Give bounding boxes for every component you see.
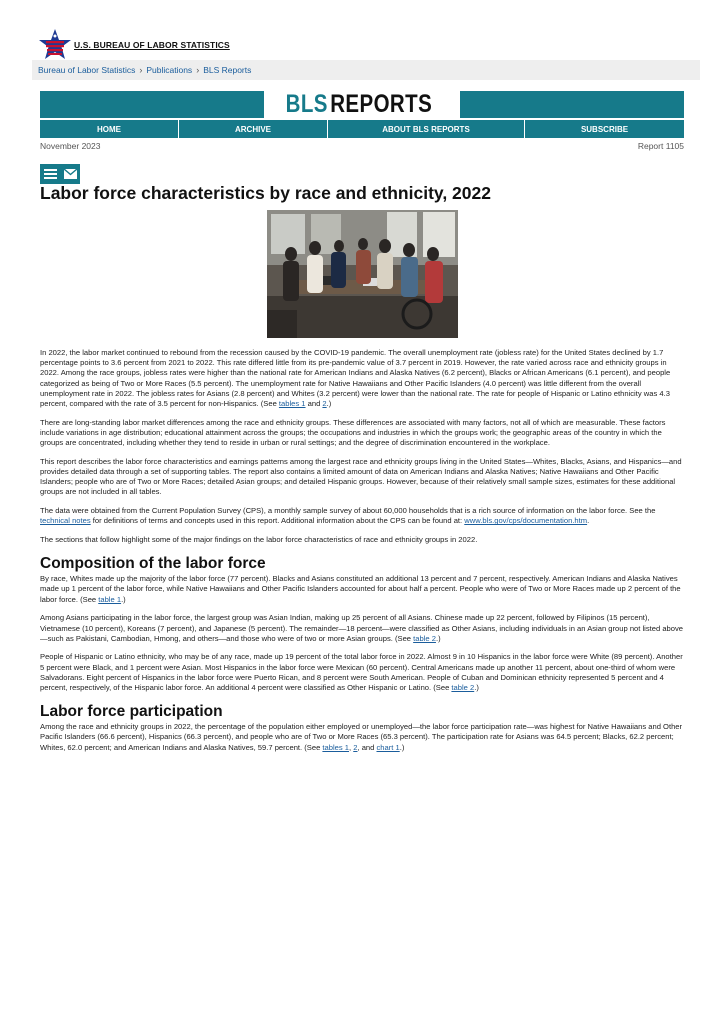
report-body [40, 348, 685, 761]
email-icon[interactable] [64, 169, 77, 179]
table-2-link[interactable]: table 2 [413, 633, 436, 643]
bls-star-logo-icon[interactable] [38, 28, 72, 62]
paragraph-text: . [587, 516, 590, 526]
paragraph-text: .) [121, 594, 126, 604]
banner-title[interactable] [264, 91, 460, 118]
paragraph-text: .) [474, 683, 479, 693]
paragraph [40, 348, 685, 409]
paragraph-text: In 2022, the labor market continued to rebound from the recession caused by the COVID-19 pandemic. The overall unemployment rate (jobless rate) for the United States declined by 1.7 percentage points to 3.6 percent from 2021 to 2022. This rate differed little from its pre-pandemic value of 3.7 percent in 2019. However, the rate varied across race and ethnicity groups in 2022. Among the race groups, jobless rates were higher than the national rate for American Indians and Alaska Natives (6.2 percent), Blacks or African Americans (6.1 percent), and people categorized as being of Two or More Races (5.5 percent). The unemployment rate for Native Hawaiians and Other Pacific Islanders (4.0 percent) was little different from the overall unemployment rate in 2022. The jobless rates for Asians (2.8 percent) and Whites (3.2 percent) were lower than the national rate. The rate for people of Hispanic or Latino ethnicity was 4.3 percent, compared with the rate of 3.5 percent for non-Hispanics. (See [40, 348, 671, 409]
nav-subscribe[interactable]: SUBSCRIBE [580, 124, 629, 134]
paragraph [40, 574, 685, 605]
paragraph-text: .) [435, 633, 441, 643]
report-tools [40, 164, 80, 184]
report-number: Report 1105 [637, 141, 684, 151]
menu-icon[interactable] [44, 169, 57, 179]
paragraph-text: for definitions of terms and concepts used in this report. Additional information about the CPS can be found at: [90, 516, 465, 526]
main-nav [40, 120, 684, 138]
section-heading-participation: Labor force participation [40, 703, 223, 721]
agency-header [38, 28, 230, 62]
breadcrumb-publications[interactable]: Publications [146, 65, 193, 75]
nav-archive[interactable]: ARCHIVE [179, 120, 328, 138]
bls-reports-banner [40, 91, 684, 118]
report-date: November 2023 [40, 141, 101, 151]
agency-name-link[interactable]: U.S. BUREAU OF LABOR STATISTICS [74, 39, 230, 50]
table-2-link[interactable]: 2 [322, 399, 327, 409]
paragraph-text: Among the race and ethnicity groups in 2022, the percentage of the population either employed or unemployed—the labor force participation rate—was highest for Native Hawaiians and Other Pacific Islanders (66.6 percent), Hispanics (66.3 percent), and people who are of Two or More Races (65.3 percent). The participation rate for Asians was 64.5 percent; Blacks, 62.2 percent; Whites, 62.0 percent; and American Indians and Alaska Natives, 59.7 percent. (See [40, 722, 683, 752]
paragraph-text: People of Hispanic or Latino ethnicity, who may be of any race, made up 19 percent of the total labor force in 2022. Almost 9 in 10 Hispanics in the labor force were White (89 percent). Another 5 percent were Black, and 1 percent were Asian. Most Hispanics in the labor force were Mexican (60 percent). Central Americans made up another 11 percent, about one-third of whom were Salvadorans. Eight percent of Hispanics in the labor force were Puerto Rican, and 8 percent were South American. People of Cuban and Dominican ethnicity represented 5 percent and 4 percent, respectively, of the Hispanic labor force. An additional 4 percent were classified as Other Hispanic or Latino. (See [40, 652, 683, 693]
banner-reports-text: REPORTS [329, 90, 432, 118]
paragraph-text: .) [326, 399, 332, 409]
section-heading-composition: Composition of the labor force [40, 555, 266, 573]
nav-home[interactable]: HOME [40, 120, 179, 138]
technical-notes-link[interactable]: technical notes [40, 516, 91, 526]
paragraph-text: and [305, 399, 323, 409]
paragraph-text: , and [357, 742, 377, 752]
paragraph [40, 506, 685, 526]
chevron-right-icon: › [196, 65, 200, 75]
table-2-link[interactable]: table 2 [451, 683, 475, 693]
breadcrumb [32, 60, 700, 80]
banner-bls-text: BLS [285, 90, 328, 118]
paragraph-text: Among Asians participating in the labor force, the largest group was Asian Indian, making up 25 percent of all Asians. Chinese made up 22 percent, followed by Filipinos (15 percent), Vietnamese (10 percent), Koreans (7 percent), and Japanese (5 percent). The remainder—18 percent—were classified as Other Asians, including individuals in an Asian group not listed above—such as Pakistani, Cambodian, Hmong, and others—and those who were of two or more Asian groups. (See [40, 613, 684, 643]
chevron-right-icon: › [139, 65, 143, 75]
paragraph-text: The data were obtained from the Current Population Survey (CPS), a monthly sample survey of about 60,000 households that is a rich source of information on the labor force. See the [40, 506, 656, 516]
paragraph-text: , [349, 742, 354, 752]
page-title: Labor force characteristics by race and ethnicity, 2022 [40, 183, 491, 203]
paragraph [40, 722, 685, 753]
breadcrumb-bls[interactable]: Bureau of Labor Statistics [38, 65, 136, 75]
paragraph [40, 613, 685, 644]
paragraph-text: .) [399, 742, 405, 752]
cps-documentation-link[interactable]: www.bls.gov/cps/documentation.htm [464, 516, 588, 526]
workplace-group-photo [267, 210, 458, 338]
paragraph: There are long-standing labor market differences among the race and ethnicity groups. These differences are associated with many factors, not all of which are measurable. These factors include variations in age distribution; educational attainment across the groups; the occupations and industries in which the groups work; the geographic areas of the country in which the groups are concentrated, including whether they tend to reside in urban or rural settings; and the degree of discrimination encountered in the workplace. [40, 417, 666, 448]
paragraph [40, 652, 685, 693]
tables-1-link[interactable]: tables 1 [322, 742, 350, 752]
report-meta [40, 141, 684, 151]
tables-1-link[interactable]: tables 1 [278, 399, 306, 409]
paragraph-text: By race, Whites made up the majority of the labor force (77 percent). Blacks and Asians constituted an additional 13 percent and 7 percent, respectively. American Indians and Alaska Natives made up 1 percent of the labor force, while Native Hawaiians and Other Pacific Islanders accounted for about half a percent. People who were of Two or More Races made up 2 percent of the labor force. (See [40, 574, 681, 604]
breadcrumb-bls-reports[interactable]: BLS Reports [203, 65, 252, 75]
nav-about[interactable]: ABOUT BLS REPORTS [328, 120, 525, 138]
paragraph: This report describes the labor force characteristics and earnings patterns among the largest race and ethnicity groups living in the United States—Whites, Blacks, Asians, and Hispanics—and provides detailed data through a set of supporting tables. The report also contains a limited amount of data on American Indians and Alaska Natives; Native Hawaiians and Other Pacific Islanders; people who are of Two or More Races; detailed Asian groups; and detailed Hispanic groups. However, because of their relatively small sample sizes, estimates for these additional groups are not included in all tables. [40, 456, 682, 497]
paragraph: The sections that follow highlight some of the major findings on the labor force characteristics of race and ethnicity groups in 2022. [40, 535, 478, 545]
chart-1-link[interactable]: chart 1 [376, 742, 400, 752]
table-1-link[interactable]: table 1 [98, 594, 122, 604]
table-2-link[interactable]: 2 [353, 742, 358, 752]
